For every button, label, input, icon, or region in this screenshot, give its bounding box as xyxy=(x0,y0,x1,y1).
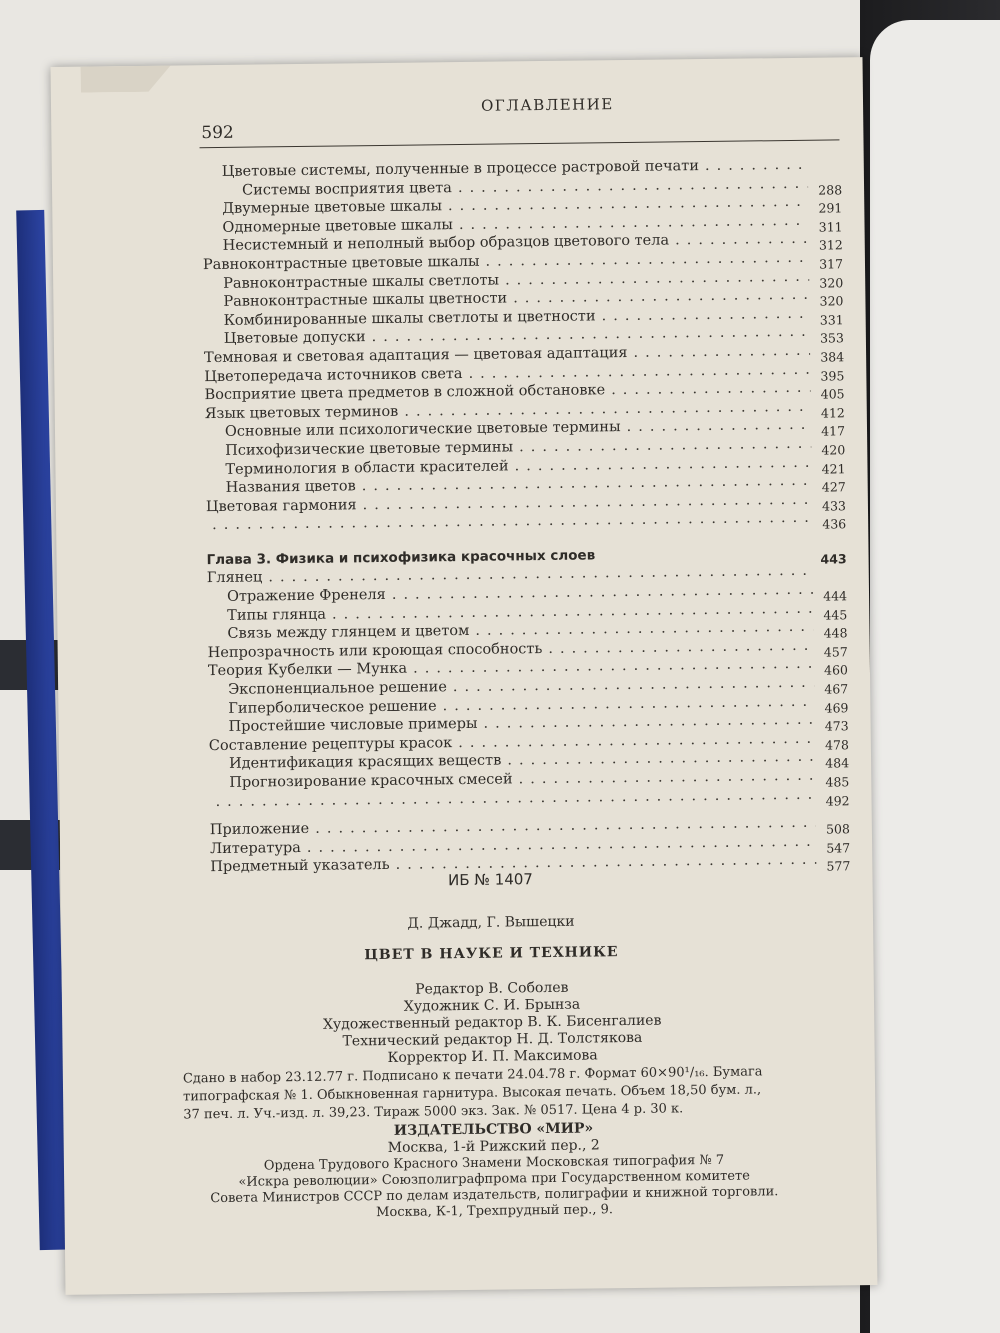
running-head: ОГЛАВЛЕНИЕ xyxy=(480,95,614,115)
toc-leader-dots xyxy=(601,305,809,326)
toc-page-number: 443 xyxy=(820,551,847,567)
publisher-address: Москва, 1-й Рижский пер., 2 xyxy=(387,1137,600,1156)
toc-entry-label: Предметный указатель xyxy=(210,857,390,876)
toc-leader-dots xyxy=(626,416,811,436)
toc-page-number: 320 xyxy=(819,274,844,291)
toc-entry-label: Терминология в области красителей xyxy=(225,457,509,478)
toc-entry-label: Восприятие цвета предметов в сложной обстановке xyxy=(204,382,606,404)
toc-page-number: 484 xyxy=(825,755,850,771)
toc-entry-label: Равноконтрастные шкалы цветности xyxy=(223,290,508,311)
toc-page-number: 412 xyxy=(820,405,845,421)
toc-page-number: 473 xyxy=(824,718,849,734)
staff-line: Технический редактор Н. Д. Толстякова xyxy=(342,1029,643,1050)
toc-page-number: 508 xyxy=(825,821,850,837)
toc-page-number: 353 xyxy=(819,330,844,346)
toc-entry-label: Экспоненциальное решение xyxy=(228,679,447,698)
toc-page-number: 384 xyxy=(820,349,845,365)
toc-entry-label: Темновая и световая адаптация — цветовая адаптация xyxy=(203,344,628,367)
toc-entry-label: Несистемный и неполный выбор образцов цветового тела xyxy=(222,232,670,255)
header-rule xyxy=(200,139,840,148)
toc-entry-label: Прогнозирование красочных смесей xyxy=(229,771,513,791)
toc-page-number: 467 xyxy=(824,681,849,697)
toc-page-number: 577 xyxy=(826,858,851,874)
toc-entry-label: Психофизические цветовые термины xyxy=(225,439,514,459)
toc-entry-label: Типы глянца xyxy=(227,606,327,624)
tech-details-line: 37 печ. л. Уч.-изд. л. 39,23. Тираж 5000 экз. Зак. № 0517. Цена 4 р. 30 к. xyxy=(183,1101,684,1123)
toc-entry-label: Глава 3. Физика и психофизика красочных слоев xyxy=(206,547,596,569)
book-page xyxy=(51,57,878,1295)
toc-page-number: 421 xyxy=(821,460,846,477)
toc-page-number: 417 xyxy=(821,423,846,439)
toc-page-number: 420 xyxy=(821,442,846,458)
toc-page-number: 485 xyxy=(825,774,850,790)
toc-page-number: 492 xyxy=(825,792,850,809)
toc-page-number: 457 xyxy=(823,644,848,660)
toc-entry-label: Литература xyxy=(209,839,301,857)
toc-entry-label: Цветовые системы, полученные в процессе растровой печати xyxy=(221,158,700,180)
toc-leader-dots xyxy=(675,230,809,250)
toc-page-number: 405 xyxy=(820,386,845,402)
staff-line: Редактор В. Соболев xyxy=(415,979,569,998)
staff-line: Корректор И. П. Максимова xyxy=(387,1047,598,1066)
staff-line: Художественный редактор В. К. Бисенгалиев xyxy=(322,1012,662,1033)
toc-page-number: 288 xyxy=(818,181,843,198)
page-header xyxy=(51,87,851,144)
colophon xyxy=(160,868,824,1224)
toc-entry-label: Простейшие числовые примеры xyxy=(228,716,478,736)
publisher: ИЗДАТЕЛЬСТВО «МИР» xyxy=(393,1120,594,1139)
printer-line: Москва, К-1, Трехпрудный пер., 9. xyxy=(376,1202,614,1221)
toc-page-number: 291 xyxy=(818,200,843,216)
toc-page-number: 478 xyxy=(824,737,849,753)
toc-leader-dots xyxy=(705,156,808,175)
toc-page-number: 469 xyxy=(824,699,849,716)
toc-leader-dots xyxy=(611,379,811,399)
toc-page-number: 444 xyxy=(823,588,848,604)
toc-entry-label: Комбинированные шкалы светлоты и цветности xyxy=(223,308,596,329)
page-number: 592 xyxy=(201,122,234,144)
toc-page-number: 460 xyxy=(824,662,849,679)
toc-entry-label: Идентификация красящих веществ xyxy=(228,752,502,773)
toc-page-number: 320 xyxy=(819,293,844,309)
toc-entry-label: Двумерные цветовые шкалы xyxy=(222,198,443,218)
toc-entry-label: Составление рецептуры красок xyxy=(208,734,453,754)
toc-entry-label: Глянец xyxy=(206,569,263,587)
toc-leader-dots xyxy=(633,342,810,362)
toc-page-number: 395 xyxy=(820,367,845,384)
toc-entry-label: Язык цветовых терминов xyxy=(204,403,399,422)
toc-page-number: 427 xyxy=(821,479,846,495)
page-fold xyxy=(81,66,171,93)
toc-page-number: 448 xyxy=(823,625,848,641)
tech-details-line: типографская № 1. Обыкновенная гарнитура. Высокая печать. Объем 18,50 бум. л., xyxy=(183,1082,762,1105)
toc-entry-label: Отражение Френеля xyxy=(226,587,386,605)
toc-entry-label: Одномерные цветовые шкалы xyxy=(222,216,453,236)
toc-entry-label: Теория Кубелки — Мунка xyxy=(207,661,408,680)
printer-line: Ордена Трудового Красного Знамени Московская типография № 7 xyxy=(263,1152,725,1174)
toc-entry-label: Гиперболическое решение xyxy=(228,697,437,717)
tech-details-line: Сдано в набор 23.12.77 г. Подписано к печати 24.04.78 г. Формат 60×90¹/₁₆. Бумага xyxy=(182,1064,763,1087)
toc-leader-dots xyxy=(548,637,814,658)
toc-page-number: 331 xyxy=(819,312,844,328)
toc-entry-label: Цветовые допуски xyxy=(223,329,366,348)
toc-entry-label: Приложение xyxy=(209,821,310,839)
toc-page-number: 436 xyxy=(822,516,847,532)
toc-page-number: 547 xyxy=(826,840,851,856)
printer-line: «Искра революции» Союзполиграфпрома при Государственном комитете xyxy=(238,1168,750,1190)
toc-entry-label: Непрозрачность или кроющая способность xyxy=(207,640,543,661)
toc-page-number: 433 xyxy=(821,498,847,514)
toc-entry-label: Равноконтрастные цветовые шкалы xyxy=(202,253,480,274)
toc-page-number: 445 xyxy=(823,606,848,623)
toc-entry-label: Названия цветов xyxy=(225,478,356,496)
staff-line: Художник С. И. Брынза xyxy=(403,996,581,1015)
ib-number: ИБ № 1407 xyxy=(447,870,534,890)
toc-page-number: 311 xyxy=(818,219,843,235)
toc-entry-label: Основные или психологические цветовые термины xyxy=(224,419,621,441)
printer-line: Совета Министров СССР по делам издательств, полиграфии и книжной торговли. xyxy=(210,1184,779,1207)
toc-entry-label: Системы восприятия цвета xyxy=(241,179,453,199)
book-title: ЦВЕТ В НАУКЕ И ТЕХНИКЕ xyxy=(364,944,619,964)
toc-entry-label: Связь между глянцем и цветом xyxy=(227,623,470,643)
table-of-contents xyxy=(202,155,851,877)
authors: Д. Джадд, Г. Вышецки xyxy=(407,913,575,932)
opposite-page xyxy=(870,20,1000,1333)
toc-page-number: 312 xyxy=(818,237,843,254)
toc-entry-label: Цветопередача источников света xyxy=(204,365,463,385)
toc-entry-label: Цветовая гармония xyxy=(205,496,357,515)
toc-entry-label: Равноконтрастные шкалы светлоты xyxy=(223,272,500,292)
toc-page-number: 317 xyxy=(819,256,844,272)
